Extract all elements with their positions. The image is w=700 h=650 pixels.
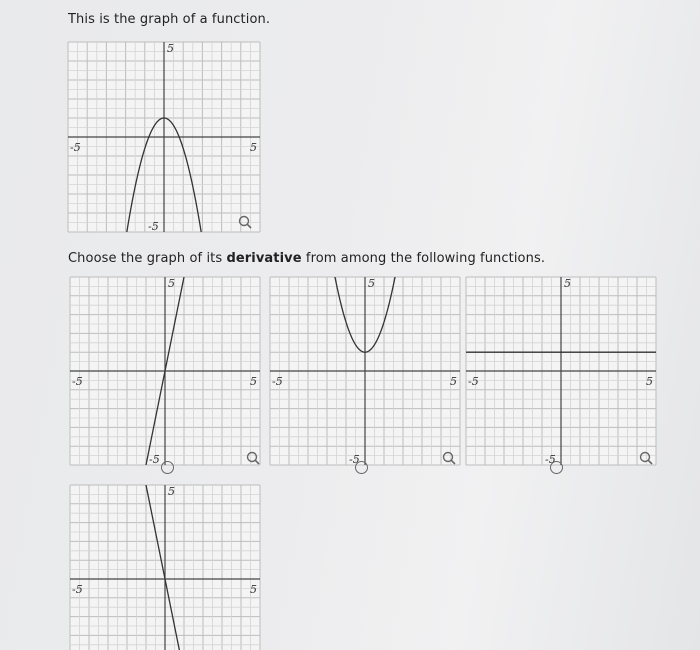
choose-bold: derivative: [226, 251, 302, 266]
tick-label-x-neg: -5: [70, 141, 81, 154]
question-prompt: This is the graph of a function.: [68, 12, 271, 27]
magnify-icon[interactable]: [238, 214, 252, 228]
graph-svg: [68, 42, 260, 232]
magnify-icon[interactable]: [442, 450, 456, 464]
tick-label-y-pos: 5: [168, 485, 175, 498]
function-graph: [68, 42, 260, 232]
radio-button-b[interactable]: [355, 461, 368, 474]
tick-label-y-pos: 5: [168, 277, 175, 290]
tick-label-x-pos: 5: [450, 375, 457, 388]
tick-label-y-neg: -5: [149, 453, 160, 466]
choice-graph-a: [70, 277, 260, 465]
tick-label-x-pos: 5: [250, 583, 257, 596]
tick-label-y-neg: -5: [349, 453, 360, 466]
choice-graph-b: [270, 277, 460, 465]
choose-instruction: [68, 251, 545, 266]
magnify-icon[interactable]: [639, 450, 653, 464]
choose-suffix: from among the following functions.: [301, 251, 546, 266]
graph-svg: [466, 277, 656, 465]
choose-prefix: Choose the graph of its: [68, 251, 227, 266]
tick-label-y-neg: -5: [148, 220, 159, 233]
tick-label-x-neg: -5: [468, 375, 479, 388]
tick-label-y-neg: -5: [545, 453, 556, 466]
tick-label-x-pos: 5: [250, 141, 257, 154]
tick-label-x-pos: 5: [646, 375, 653, 388]
radio-button-c[interactable]: [550, 461, 563, 474]
tick-label-y-pos: 5: [167, 42, 174, 55]
choice-graph-c: [466, 277, 656, 465]
choice-graph-d: [70, 485, 260, 650]
tick-label-x-neg: -5: [272, 375, 283, 388]
magnify-icon[interactable]: [246, 450, 260, 464]
tick-label-x-neg: -5: [72, 583, 83, 596]
tick-label-x-pos: 5: [250, 375, 257, 388]
graph-svg: [70, 485, 260, 650]
tick-label-y-pos: 5: [564, 277, 571, 290]
tick-label-y-pos: 5: [368, 277, 375, 290]
graph-svg: [70, 277, 260, 465]
tick-label-x-neg: -5: [72, 375, 83, 388]
radio-button-a[interactable]: [161, 461, 174, 474]
graph-svg: [270, 277, 460, 465]
